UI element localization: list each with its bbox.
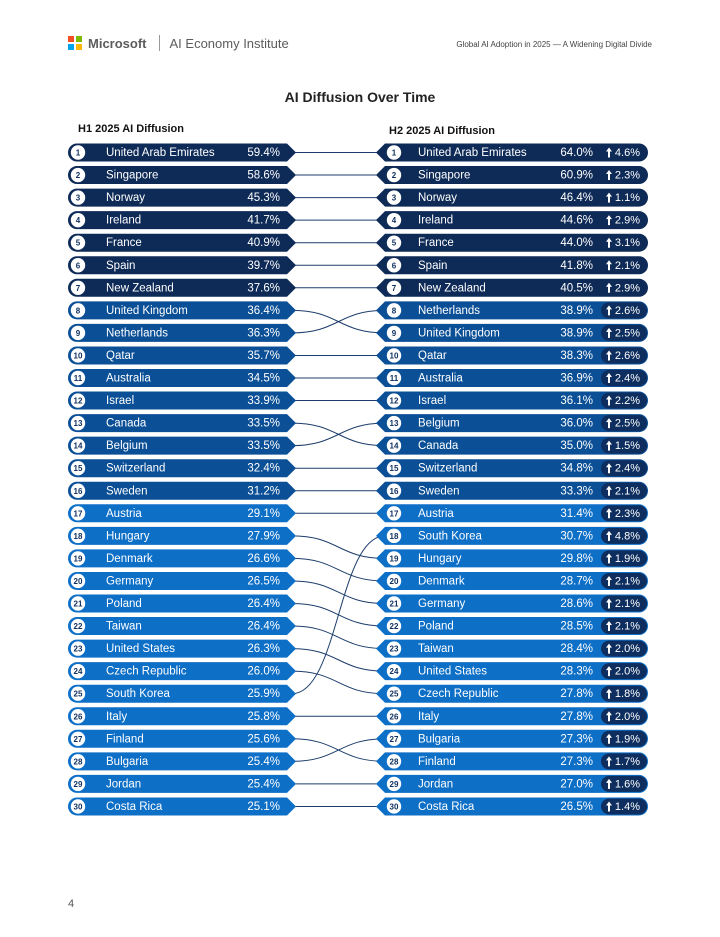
- h2-change-label: 1.6%: [614, 778, 640, 791]
- h1-country-label: Spain: [106, 259, 136, 272]
- h2-bar: [376, 279, 648, 297]
- h1-value-label: 26.4%: [247, 620, 280, 633]
- h2-value-label: 28.6%: [560, 598, 593, 610]
- h1-country-label: Canada: [106, 417, 147, 430]
- h2-change-label: 1.7%: [614, 755, 640, 768]
- h2-bar: [376, 211, 648, 229]
- h1-rank-label: 2: [75, 171, 81, 181]
- h2-country-label: Singapore: [418, 169, 471, 182]
- h2-country-label: Qatar: [418, 349, 447, 362]
- h2-change-label: 2.6%: [614, 304, 640, 317]
- h2-bar: [376, 189, 648, 207]
- h1-value-label: 59.4%: [247, 147, 280, 159]
- h2-rank-label: 10: [389, 351, 399, 361]
- h2-rank-label: 18: [389, 531, 399, 541]
- h1-rank-label: 15: [73, 464, 83, 474]
- h2-rank-label: 19: [389, 554, 399, 564]
- h2-value-label: 41.8%: [560, 259, 593, 272]
- h2-country-label: Czech Republic: [418, 688, 499, 701]
- h1-rank-label: 22: [73, 622, 83, 632]
- h1-rank-label: 6: [75, 261, 81, 271]
- h2-change-label: 1.9%: [614, 733, 640, 746]
- h1-rank-label: 28: [73, 757, 83, 767]
- h1-value-label: 31.2%: [247, 485, 280, 498]
- h2-value-label: 38.9%: [560, 304, 593, 317]
- connector-line: [292, 558, 385, 581]
- h1-country-label: Czech Republic: [106, 665, 187, 678]
- h2-value-label: 27.3%: [560, 733, 593, 746]
- h1-value-label: 33.9%: [247, 395, 280, 408]
- h2-bar: [376, 234, 648, 252]
- h1-country-label: New Zealand: [106, 282, 174, 295]
- h2-value-label: 33.3%: [560, 485, 593, 498]
- h2-rank-label: 17: [389, 509, 399, 519]
- h1-country-label: Qatar: [106, 349, 135, 362]
- h1-country-label: United Kingdom: [106, 304, 188, 317]
- h1-country-label: Poland: [106, 598, 142, 610]
- h1-value-label: 35.7%: [247, 349, 280, 362]
- h2-change-label: 1.9%: [614, 552, 640, 565]
- h2-value-label: 44.0%: [560, 237, 593, 250]
- h1-country-label: Belgium: [106, 440, 148, 453]
- connector-line: [292, 649, 385, 672]
- h2-country-label: Israel: [418, 395, 447, 408]
- h2-country-label: South Korea: [418, 530, 482, 543]
- h1-value-label: 36.3%: [247, 327, 280, 340]
- connector-line: [292, 626, 385, 649]
- h1-value-label: 32.4%: [247, 462, 280, 475]
- h2-country-label: Costa Rica: [418, 800, 475, 813]
- h1-country-label: United Arab Emirates: [106, 147, 215, 159]
- h1-value-label: 26.0%: [247, 665, 280, 678]
- h2-change-label: 2.1%: [614, 598, 640, 610]
- h2-rank-label: 4: [391, 216, 397, 226]
- h1-value-label: 25.1%: [247, 800, 280, 813]
- h1-rank-label: 29: [73, 779, 83, 789]
- h2-bar: [376, 256, 648, 274]
- h2-value-label: 28.7%: [560, 575, 593, 588]
- h2-rank-label: 28: [389, 757, 399, 767]
- h2-change-label: 2.6%: [614, 349, 640, 362]
- h1-rank-label: 18: [73, 531, 83, 541]
- h1-country-label: Israel: [106, 395, 135, 408]
- h2-value-label: 36.0%: [560, 417, 593, 430]
- h1-country-label: Switzerland: [106, 462, 166, 475]
- h2-change-label: 1.1%: [614, 192, 640, 205]
- h2-change-label: 2.0%: [614, 643, 640, 656]
- h1-value-label: 25.4%: [247, 755, 280, 768]
- h2-country-label: Hungary: [418, 552, 462, 565]
- h1-value-label: 33.5%: [247, 417, 280, 430]
- h2-change-label: 2.5%: [614, 417, 640, 430]
- h1-rank-label: 19: [73, 554, 83, 564]
- h2-value-label: 28.4%: [560, 643, 593, 656]
- h1-country-label: Germany: [106, 575, 154, 588]
- connector-line: [292, 739, 385, 762]
- connector-line: [292, 423, 385, 446]
- connector-line: [292, 581, 385, 604]
- h2-country-label: United Arab Emirates: [418, 147, 527, 159]
- h2-rank-label: 30: [389, 802, 399, 812]
- h1-value-label: 26.4%: [247, 598, 280, 610]
- h1-rank-label: 21: [73, 599, 83, 609]
- h2-value-label: 64.0%: [560, 147, 593, 159]
- h1-country-label: France: [106, 237, 142, 250]
- h2-value-label: 35.0%: [560, 440, 593, 453]
- h2-country-label: Belgium: [418, 417, 460, 430]
- h2-country-label: Finland: [418, 755, 456, 768]
- h2-rank-label: 5: [391, 238, 397, 248]
- chart-title: AI Diffusion Over Time: [284, 89, 436, 105]
- h1-rank-label: 16: [73, 486, 83, 496]
- h2-country-label: United States: [418, 665, 488, 678]
- h1-country-label: Taiwan: [106, 620, 142, 633]
- h1-country-label: Singapore: [106, 169, 159, 182]
- h2-value-label: 46.4%: [560, 192, 593, 205]
- h2-value-label: 27.8%: [560, 710, 593, 723]
- h1-rank-label: 20: [73, 576, 83, 586]
- h1-rank-label: 7: [75, 283, 81, 293]
- connector-line: [292, 310, 385, 333]
- h2-rank-label: 2: [391, 171, 397, 181]
- h2-rank-label: 20: [389, 576, 399, 586]
- h2-column-title: H2 2025 AI Diffusion: [389, 125, 495, 137]
- h2-rank-label: 24: [389, 667, 399, 677]
- h2-value-label: 36.9%: [560, 372, 593, 385]
- h1-value-label: 26.5%: [247, 575, 280, 588]
- h1-rank-label: 12: [73, 396, 83, 406]
- h2-rank-label: 22: [389, 622, 399, 632]
- h2-change-label: 1.4%: [614, 800, 640, 813]
- h2-value-label: 60.9%: [560, 169, 593, 182]
- h1-value-label: 33.5%: [247, 440, 280, 453]
- h1-value-label: 25.4%: [247, 778, 280, 791]
- h2-rank-label: 12: [389, 396, 399, 406]
- h1-rank-label: 4: [75, 216, 81, 226]
- h1-rank-label: 27: [73, 734, 83, 744]
- h2-change-label: 2.9%: [614, 214, 640, 227]
- h2-value-label: 27.0%: [560, 778, 593, 791]
- h1-value-label: 40.9%: [247, 237, 280, 250]
- h1-country-label: Italy: [106, 710, 128, 723]
- h2-value-label: 30.7%: [560, 530, 593, 543]
- h2-rank-label: 13: [389, 419, 399, 429]
- h2-rank-label: 7: [391, 283, 397, 293]
- h2-country-label: Bulgaria: [418, 733, 461, 746]
- h2-country-label: Austria: [418, 507, 454, 520]
- h2-rank-label: 3: [391, 193, 397, 203]
- h2-value-label: 36.1%: [560, 395, 593, 408]
- h1-value-label: 39.7%: [247, 259, 280, 272]
- page-number: 4: [68, 898, 75, 910]
- h2-change-label: 2.5%: [614, 327, 640, 340]
- h1-country-label: Denmark: [106, 552, 153, 565]
- h1-country-label: South Korea: [106, 688, 170, 701]
- h2-value-label: 27.8%: [560, 688, 593, 701]
- h2-bar: [376, 166, 648, 184]
- h2-country-label: France: [418, 237, 454, 250]
- h2-rank-label: 14: [389, 441, 399, 451]
- h2-change-label: 4.8%: [614, 530, 640, 543]
- h1-country-label: United States: [106, 643, 176, 656]
- h1-rank-label: 13: [73, 419, 83, 429]
- h2-value-label: 26.5%: [560, 800, 593, 813]
- h1-rank-label: 26: [73, 712, 83, 722]
- h1-value-label: 37.6%: [247, 282, 280, 295]
- h2-value-label: 44.6%: [560, 214, 593, 227]
- h2-change-label: 1.5%: [614, 440, 640, 453]
- h1-rank-label: 10: [73, 351, 83, 361]
- h1-value-label: 41.7%: [247, 214, 280, 227]
- h1-rank-label: 9: [75, 328, 81, 338]
- h2-change-label: 2.1%: [614, 575, 640, 588]
- h1-country-label: Jordan: [106, 778, 142, 791]
- h1-country-label: Norway: [106, 192, 145, 205]
- h1-value-label: 25.8%: [247, 710, 280, 723]
- h1-rank-label: 3: [75, 193, 81, 203]
- h2-value-label: 28.5%: [560, 620, 593, 633]
- h1-country-label: Costa Rica: [106, 800, 163, 813]
- h2-change-label: 2.1%: [614, 485, 640, 498]
- h1-country-label: Austria: [106, 507, 142, 520]
- h2-country-label: Sweden: [418, 485, 460, 498]
- h2-value-label: 31.4%: [560, 507, 593, 520]
- h2-rank-label: 29: [389, 779, 399, 789]
- connector-line: [292, 671, 385, 694]
- h2-change-label: 2.0%: [614, 710, 640, 723]
- h2-change-label: 2.2%: [614, 395, 640, 408]
- h2-value-label: 38.9%: [560, 327, 593, 340]
- h1-country-label: Australia: [106, 372, 151, 385]
- h2-country-label: Canada: [418, 440, 459, 453]
- h1-country-label: Netherlands: [106, 327, 169, 340]
- h1-rank-label: 8: [75, 306, 81, 316]
- h2-rank-label: 6: [391, 261, 397, 271]
- h1-country-label: Finland: [106, 733, 144, 746]
- h2-change-label: 1.8%: [614, 688, 640, 701]
- h1-rank-label: 11: [73, 374, 83, 383]
- h2-value-label: 40.5%: [560, 282, 593, 295]
- h2-value-label: 34.8%: [560, 462, 593, 475]
- h2-country-label: Australia: [418, 372, 463, 385]
- h2-value-label: 27.3%: [560, 755, 593, 768]
- h2-change-label: 2.3%: [614, 507, 640, 520]
- h2-rank-label: 21: [389, 599, 399, 609]
- h1-value-label: 26.6%: [247, 552, 280, 565]
- h2-country-label: Poland: [418, 620, 454, 633]
- h1-rank-label: 17: [73, 509, 83, 519]
- h2-change-label: 2.4%: [614, 372, 640, 385]
- h1-country-label: Ireland: [106, 214, 142, 227]
- h1-country-label: Bulgaria: [106, 755, 149, 768]
- h2-country-label: Jordan: [418, 778, 454, 791]
- brand-name: Microsoft: [88, 35, 147, 51]
- h2-rank-label: 27: [389, 734, 399, 744]
- h2-country-label: United Kingdom: [418, 327, 500, 340]
- institute-name: AI Economy Institute: [169, 35, 289, 51]
- h1-value-label: 27.9%: [247, 530, 280, 543]
- h2-rank-label: 26: [389, 712, 399, 722]
- h1-rank-label: 24: [73, 667, 83, 677]
- h2-change-label: 2.3%: [614, 169, 640, 182]
- connector-line: [292, 536, 385, 559]
- h2-change-label: 2.9%: [614, 282, 640, 295]
- h2-country-label: Netherlands: [418, 304, 481, 317]
- h1-country-label: Hungary: [106, 530, 150, 543]
- h1-rank-label: 25: [73, 689, 83, 699]
- h1-value-label: 45.3%: [247, 192, 280, 205]
- h2-change-label: 2.1%: [614, 620, 640, 633]
- h2-country-label: Taiwan: [418, 643, 454, 656]
- h2-value-label: 29.8%: [560, 552, 593, 565]
- h1-rank-label: 23: [73, 644, 83, 654]
- h2-change-label: 2.0%: [614, 665, 640, 678]
- h1-rank-label: 1: [75, 148, 81, 158]
- h2-value-label: 38.3%: [560, 349, 593, 362]
- h2-country-label: Spain: [418, 259, 448, 272]
- h2-country-label: New Zealand: [418, 282, 486, 295]
- h2-rank-label: 25: [389, 689, 399, 699]
- h1-column-title: H1 2025 AI Diffusion: [78, 123, 184, 135]
- h2-change-label: 2.1%: [614, 259, 640, 272]
- h1-value-label: 26.3%: [247, 643, 280, 656]
- h2-country-label: Norway: [418, 192, 457, 205]
- h2-rank-label: 23: [389, 644, 399, 654]
- h2-rank-label: 15: [389, 464, 399, 474]
- h1-value-label: 25.6%: [247, 733, 280, 746]
- h2-change-label: 3.1%: [614, 237, 640, 250]
- h1-value-label: 36.4%: [247, 304, 280, 317]
- h2-change-label: 2.4%: [614, 462, 640, 475]
- h2-rank-label: 9: [391, 328, 397, 338]
- h1-value-label: 29.1%: [247, 507, 280, 520]
- h2-rank-label: 11: [389, 374, 399, 383]
- h1-rank-label: 5: [75, 238, 81, 248]
- connector-lines: [292, 153, 385, 807]
- h2-rank-label: 16: [389, 486, 399, 496]
- h1-value-label: 34.5%: [247, 372, 280, 385]
- h1-value-label: 58.6%: [247, 169, 280, 182]
- h2-country-label: Denmark: [418, 575, 465, 588]
- h1-value-label: 25.9%: [247, 688, 280, 701]
- document-title: Global AI Adoption in 2025 — A Widening Digital Divide: [456, 40, 652, 49]
- h2-value-label: 28.3%: [560, 665, 593, 678]
- h2-change-label: 4.6%: [614, 147, 640, 159]
- h2-country-label: Germany: [418, 598, 466, 610]
- h1-rank-label: 30: [73, 802, 83, 812]
- h2-country-label: Switzerland: [418, 462, 478, 475]
- h2-country-label: Italy: [418, 710, 440, 723]
- h1-rank-label: 14: [73, 441, 83, 451]
- h2-country-label: Ireland: [418, 214, 454, 227]
- h2-rank-label: 1: [391, 148, 397, 158]
- h2-rank-label: 8: [391, 306, 397, 316]
- h1-country-label: Sweden: [106, 485, 148, 498]
